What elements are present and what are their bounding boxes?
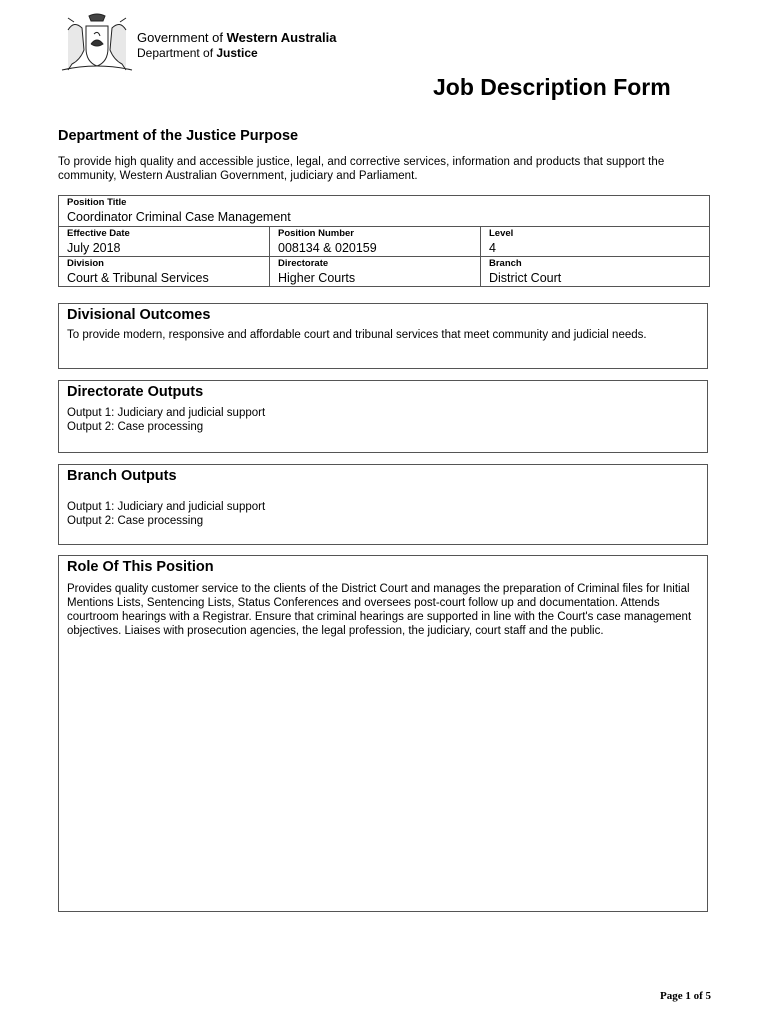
directorate-output-line: Output 1: Judiciary and judicial support [67, 407, 266, 419]
branch-output-line: Output 1: Judiciary and judicial support [67, 501, 266, 513]
position-number-label: Position Number [278, 228, 355, 239]
purpose-heading: Department of the Justice Purpose [58, 128, 299, 144]
page-number: Page 1 of 5 [659, 990, 711, 1002]
branch-value: District Court [489, 271, 562, 285]
position-details-table [58, 195, 710, 287]
wa-coat-of-arms-icon [56, 12, 138, 74]
government-name [137, 30, 336, 45]
division-value: Court & Tribunal Services [67, 271, 209, 285]
gov-prefix: Government of [137, 30, 227, 45]
role-text: Provides quality customer service to the clients of the District Court and manages the preparation of Criminal files for Initial Mentions Lists, Sentencing Lists, Status Conferences and oversees post-court follow up and documentation. Attends courtroom hearings with a Registrar. Ensure that criminal hearings are supported in line with the Court's case management objectives. Liaises with prosecution agencies, the legal profession, the judiciary, court staff and the public. [67, 583, 692, 637]
department-name [137, 46, 258, 60]
level-value: 4 [489, 241, 496, 255]
effective-date-value: July 2018 [67, 241, 121, 255]
directorate-cell [270, 257, 481, 287]
position-title-label: Position Title [67, 197, 127, 208]
effective-date-label: Effective Date [67, 228, 130, 239]
directorate-value: Higher Courts [278, 271, 356, 285]
branch-label: Branch [489, 258, 522, 269]
divisional-outcomes-box [58, 303, 708, 369]
divisional-outcomes-heading: Divisional Outcomes [67, 307, 211, 323]
position-title-value: Coordinator Criminal Case Management [67, 210, 291, 224]
directorate-outputs-box [58, 380, 708, 453]
directorate-output-line: Output 2: Case processing [67, 421, 204, 433]
purpose-text: To provide high quality and accessible justice, legal, and corrective services, information and products that support the community, Western Australian Government, judiciary and Parliament. [58, 156, 665, 182]
document-title: Job Description Form [433, 74, 671, 100]
role-heading: Role Of This Position [67, 559, 214, 575]
level-label: Level [489, 228, 514, 239]
division-label: Division [67, 258, 104, 269]
branch-cell [481, 257, 710, 287]
level-cell [481, 227, 710, 257]
divisional-outcomes-text: To provide modern, responsive and affordable court and tribunal services that meet community and judicial needs. [67, 329, 647, 341]
role-box [58, 555, 708, 912]
division-cell [59, 257, 270, 287]
position-title-cell [59, 196, 710, 227]
branch-outputs-heading: Branch Outputs [67, 468, 177, 484]
position-number-value: 008134 & 020159 [278, 241, 377, 255]
position-number-cell [270, 227, 481, 257]
dept-prefix: Department of [137, 46, 217, 60]
branch-output-line: Output 2: Case processing [67, 515, 204, 527]
directorate-label: Directorate [278, 258, 329, 269]
dept-name: Justice [216, 46, 258, 60]
effective-date-cell [59, 227, 270, 257]
branch-outputs-box [58, 464, 708, 545]
gov-state: Western Australia [226, 30, 337, 45]
directorate-outputs-heading: Directorate Outputs [67, 384, 204, 400]
